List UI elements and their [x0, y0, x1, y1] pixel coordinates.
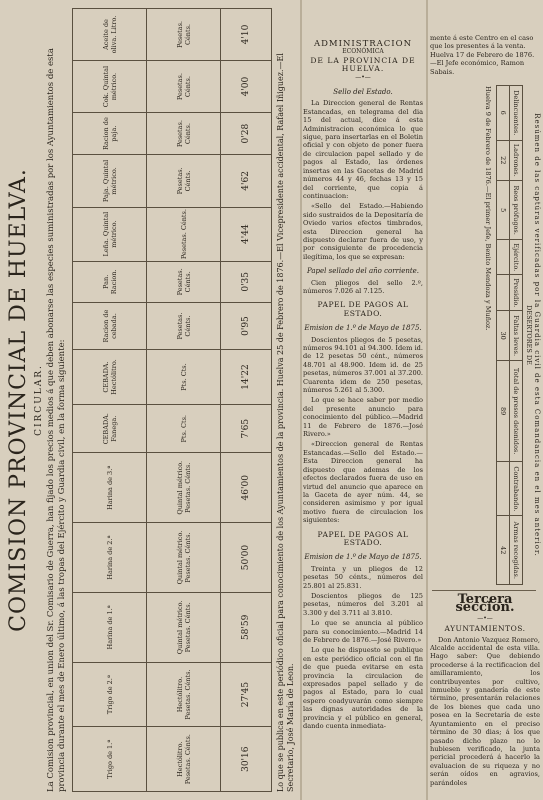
ornament: —•—	[355, 73, 371, 81]
captures-table	[496, 85, 523, 585]
captures-footer: Huelva 9 de Febrero de 1876.—El primer Jefe, Benito Mendoza y Muñoz.	[484, 86, 492, 331]
section-title: Tercera seccion.	[455, 592, 515, 616]
admin-subtitle: ECONÓMICA	[342, 48, 384, 56]
column-header: Harina de 3.ª	[73, 453, 147, 523]
subheading: Papel sellado del año corriente.	[306, 267, 420, 276]
count-cell: 42	[497, 516, 510, 585]
column-header: Aceite de oliva. Litro.	[73, 9, 147, 61]
price-cell: 4'44	[221, 207, 272, 261]
prices-table	[72, 8, 272, 792]
price-cell: 58'59	[221, 592, 272, 662]
count-cell	[497, 240, 510, 275]
notice-footer: Lo que se publica en este periódico oficial para conocimiento de los Ayuntamientos de la provincia. Huelva 25 de Febrero de 1876.—El Vicepresidente accidental, Rafael Iñiguez.—El Secretario, José María de Leon.	[276, 53, 295, 792]
price-cell: 4'00	[221, 61, 272, 113]
section-heading: PAPEL DE PAGOS AL ESTADO.	[317, 300, 409, 318]
unit-label: Pesetas. Cénts.	[147, 113, 221, 155]
column-header: Ejército.	[510, 240, 523, 275]
count-cell: 30	[497, 311, 510, 361]
column-header: CEBADA. Fanega.	[73, 405, 147, 453]
price-cell: 0'28	[221, 113, 272, 155]
continuation-text: mente á este Centro en el caso que los presentes á la venta. Huelva 17 de Febrero de 1876. —El Jefe económico, Ramon Sabais.	[430, 34, 535, 76]
paragraph: Cien pliegos del sello 2.º, números 7.026 al 7.125.	[303, 278, 423, 295]
paragraph: Doscientos pliegos de 125 pesetas, números del 3.201 al 3.300 y del 3.711 al 3.810.	[303, 591, 423, 617]
column-header: Harina de 2.ª	[73, 523, 147, 593]
unit-label: Pesetas. Cénts.	[147, 61, 221, 113]
column-header: Trigo de 1.ª	[73, 727, 147, 792]
unit-label: Pts. Cts.	[147, 405, 221, 453]
divider-rule	[432, 590, 536, 591]
unit-label: Quintal métrico. Pesetas. Cénts.	[147, 453, 221, 523]
column-header: Harina de 1.ª	[73, 592, 147, 662]
administracion-column	[303, 40, 423, 732]
section-heading: PAPEL DE PAGOS AL ESTADO.	[317, 529, 409, 547]
paragraph: Lo que he dispuesto se publique en este periódico oficial con el fin de que pueda evitarse en esta provincia la circulacion de expresados papel sellado y de pagos al Estado, para lo cual espero coadyuvarán como siempre las dignas autoridades de la provincia y el público en general, dando cuenta inmediata-	[303, 646, 423, 731]
column-header: Faltas leves.	[510, 311, 523, 361]
count-cell: 6	[497, 86, 510, 141]
paragraph: Treinta y un pliegos de 12 pesetas 50 cénts., números del 25.801 al 25.831.	[303, 564, 423, 590]
paragraph: Don Antonio Vazquez Romero, Alcalde accidental de esta villa. Hago saber: Que debiendo procederse á la rectificacion del amillaramiento, los contribuyentes por cultivo, inmueble y ganadería de este término, presentarán relaciones de los bienes que cada uno posea en la Secretaría de este Ayuntamiento en el preciso término de 30 dias; á los que pasado dicho plazo no lo hubiesen verificado, la junta pericial procederá á hacerlo la evaluacion de su riqueza y no serán oídos en agravios, parándoles	[430, 635, 540, 787]
column-header: Presidio.	[510, 275, 523, 311]
paragraph: Lo que se anuncia al público para su conocimiento.—Madrid 14 de Febrero de 1876.—José Rivero.»	[303, 619, 423, 644]
price-cell: 27'45	[221, 662, 272, 727]
column-divider	[300, 0, 302, 800]
price-cell: 7'65	[221, 405, 272, 453]
price-cell: 0'35	[221, 261, 272, 303]
unit-label: Pesetas. Cénts.	[147, 207, 221, 261]
price-cell: 50'00	[221, 523, 272, 593]
column-header: Reos prófugos.	[510, 181, 523, 240]
unit-label: Pesetas. Cénts.	[147, 303, 221, 350]
subheading: Emision de 1.º de Mayo de 1875.	[304, 553, 422, 562]
paragraph: Lo que se hace saber por medio del presente anuncio para conocimiento del público.—Madrid 11 de Febrero de 1876.—José Rivero.»	[303, 396, 423, 439]
unit-label: Quintal métrico. Pesetas. Cénts.	[147, 592, 221, 662]
notice-header: COMISION PROVINCIAL DE HUELVA.	[6, 168, 31, 632]
unit-label: Hectólitro. Pesetas. Cénts.	[147, 662, 221, 727]
column-divider	[426, 0, 428, 800]
admin-title-2: DE LA PROVINCIA DE HUELVA.	[310, 55, 416, 74]
column-header: Cok. Quintal métrico.	[73, 61, 147, 113]
price-cell: 0'95	[221, 303, 272, 350]
notice-intro: La Comision provincial, en union del Sr. Comisario de Guerra, han fijado los precios medios á que deben abonarse las especies suministradas por los Ayuntamientos de esta provincia durante el mes de Enero último, á las tropas del Ejército y Guardia civil, en la forma siguiente:	[46, 48, 67, 792]
column-header: Racion de cebada.	[73, 303, 147, 350]
ornament: —•—	[477, 614, 493, 622]
column-header: Ladrones.	[510, 140, 523, 181]
notice-subheader: CIRCULAR.	[34, 364, 44, 436]
price-cell: 4'62	[221, 155, 272, 208]
count-cell	[497, 275, 510, 311]
paragraph: La Direccion general de Rentas Estancadas, en telegrama del dia 15 del actual, dice á esta Administracion económica lo que sigue, para insertarlas en el Boletin oficial y con objeto de poner fuera de circulacion papel sellado y de pagos al Estado, las órdenes insertas en las Gacetas de Madrid números 44 y 46, fechas 13 y 15 del corriente, que copia á continuacion:	[303, 99, 423, 200]
unit-label: Pesetas. Cénts.	[147, 155, 221, 208]
captures-summary	[430, 80, 543, 590]
captures-title: Resúmen de las captúras verificadas por la Guardia civil de esta Comandancia en el mes anterior.	[533, 113, 541, 557]
price-cell: 4'10	[221, 9, 272, 61]
unit-label: Pesetas. Cénts.	[147, 9, 221, 61]
column-header: Leña. Quintal métrico.	[73, 207, 147, 261]
column-header: Paja. Quintal métrico.	[73, 155, 147, 208]
price-cell: 14'22	[221, 349, 272, 404]
subheading: Emision de 1.º de Mayo de 1875.	[304, 324, 422, 333]
admin-title: ADMINISTRACION	[313, 39, 413, 49]
unit-label: Pesetas. Cénts.	[147, 261, 221, 303]
count-cell	[497, 462, 510, 516]
price-cell: 46'00	[221, 453, 272, 523]
column-header: Pan. Racion.	[73, 261, 147, 303]
count-cell: 89	[497, 360, 510, 461]
column-header: CEBADA. Hectólitro.	[73, 349, 147, 404]
column-header: Armas recogidas.	[510, 516, 523, 585]
tercera-seccion	[430, 592, 540, 787]
paragraph: «Sello del Estado.—Habiendo sido sustraidos de la Depositaría de Oviedo varios efectos timbrados, esta Direccion general ha dispuesto declarar fuera de uso, y por consiguiente de procedencia ilegítima, los que se expresan:	[303, 202, 423, 261]
section-heading: Sello del Estado.	[333, 88, 393, 97]
count-cell: 5	[497, 181, 510, 240]
unit-label: Pts. Cts.	[147, 349, 221, 404]
captures-subheader: DESERTORES DE	[525, 305, 533, 365]
unit-label: Quintal métrico. Pesetas. Cénts.	[147, 523, 221, 593]
column-header: Racion de paja.	[73, 113, 147, 155]
unit-label: Hectólitro. Pesetas. Cénts.	[147, 727, 221, 792]
column-header: Contrabando.	[510, 462, 523, 516]
section-subtitle: AYUNTAMIENTOS.	[444, 624, 526, 634]
column-header: Total de presos detenidos.	[510, 360, 523, 461]
column-header: Delincuentes.	[510, 86, 523, 141]
column-header: Trigo de 2.ª	[73, 662, 147, 727]
paragraph: Doscientos pliegos de 5 pesetas, números 94.101 al 94.300. Idem id. de 12 pesetas 50 cént., números 48.701 al 48.900. Idem id. de 25 pesetas, números 37.001 al 37.200. Cuarenta idem de 250 pesetas, números 5.261 al 5.300.	[303, 335, 423, 395]
count-cell: 22	[497, 140, 510, 181]
price-cell: 30'16	[221, 727, 272, 792]
paragraph: «Direccion general de Rentas Estancadas.—Sello del Estado.—Esta Direccion general ha dispuesto que ademas de los efectos declarados fuera de uso en virtud del anuncio que aparece en la Gaceta de ayer núm. 44, se consideren asimismo y por igual motivo fuera de circulacion los siguientes:	[303, 440, 423, 525]
